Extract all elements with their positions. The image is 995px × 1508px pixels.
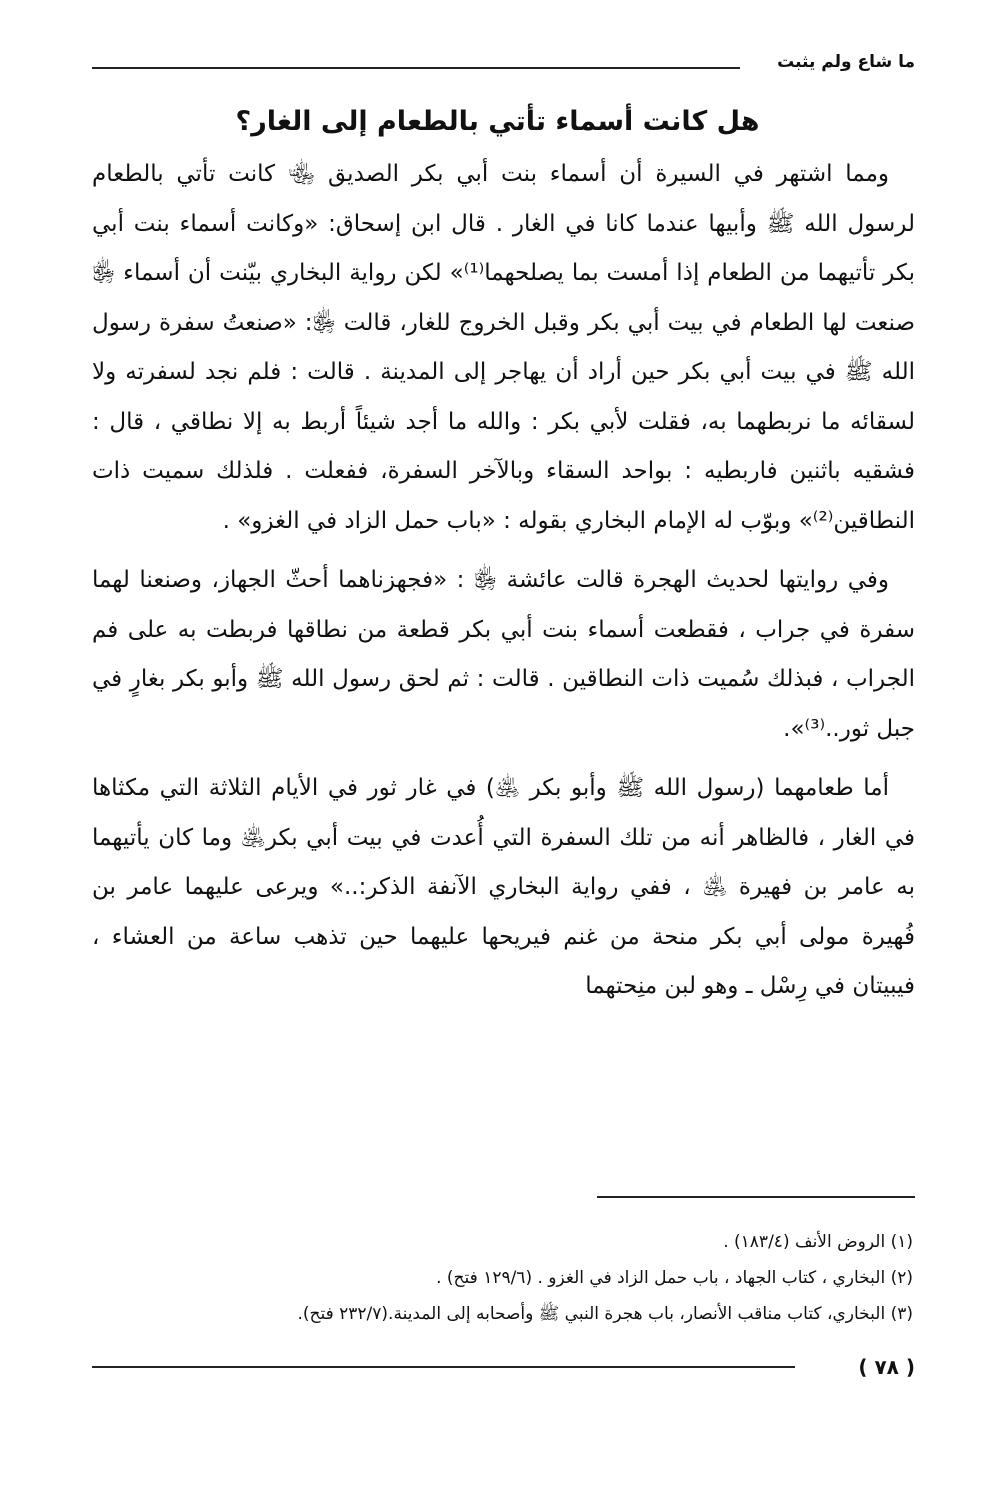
- footer-rule: [92, 1366, 795, 1368]
- paragraph-3: أما طعامهما (رسول الله ﷺ وأبو بكر ﵁) في غار ثور في الأيام الثلاثة التي مكثاها في الغار ، فالظاهر أنه من تلك السفرة التي أُعدت في بيت أبي بكر﵁ وما كان يأتيهما به عامر بن فهيرة ﵁ ، ففي رواية البخاري الآنفة الذكر:..» ويرعى عليهما عامر بن فُهيرة مولى أبي بكر منحة من غنم فيريحها عليهما حين تذهب ساعة من العشاء ، فيبيتان في رِسْل ـ وهو لبن منِحتهما: [92, 775, 915, 999]
- footnote-rule: [597, 1196, 915, 1198]
- running-title: ما شاع ولم يثبت: [777, 52, 915, 72]
- body-text: [92, 150, 915, 1022]
- paragraph-2: وفي روايتها لحديث الهجرة قالت عائشة ﵂ : «فجهزناهما أحثّ الجهاز، وصنعنا لهما سفرة في جراب ، فقطعت أسماء بنت أبي بكر قطعة من نطاقها فربطت به على فم الجراب ، فبذلك سُميت ذات النطاقين . قالت : ثم لحق رسول الله ﷺ وأبو بكر بغارٍ في جبل ثور..⁽³⁾».: [92, 567, 915, 742]
- section-heading: هل كانت أسماء تأتي بالطعام إلى الغار؟: [235, 106, 760, 137]
- page-number: ( ٧٨ ): [858, 1355, 915, 1379]
- footnote-3: (٣) البخاري، كتاب مناقب الأنصار، باب هجرة النبي ﷺ وأصحابه إلى المدينة.(٢٣٢/٧ فتح).: [297, 1304, 913, 1324]
- page-footer: [92, 1348, 915, 1388]
- running-header: [92, 52, 915, 80]
- footnote-1: (١) الروض الأنف (١٨٣/٤) .: [723, 1232, 913, 1252]
- footnote-2: (٢) البخاري ، كتاب الجهاد ، باب حمل الزاد في الغزو . (١٢٩/٦ فتح) .: [436, 1268, 913, 1288]
- footnotes: [92, 1224, 913, 1332]
- header-rule: [92, 67, 740, 69]
- paragraph-1: ومما اشتهر في السيرة أن أسماء بنت أبي بكر الصديق ﵄ كانت تأتي بالطعام لرسول الله ﷺ وأبيها عندما كانا في الغار . قال ابن إسحاق: «وكانت أسماء بنت أبي بكر تأتيهما من الطعام إذا أمست بما يصلحهما⁽¹⁾» لكن رواية البخاري بيّنت أن أسماء ﵂ صنعت لها الطعام في بيت أبي بكر وقبل الخروج للغار، قالت ﵂: «صنعتُ سفرة رسول الله ﷺ في بيت أبي بكر حين أراد أن يهاجر إلى المدينة . قالت : فلم نجد لسفرته ولا لسقائه ما نربطهما به، فقلت لأبي بكر : والله ما أجد شيئاً أربط به إلا نطاقي ، قال : فشقيه باثنين فاربطيه : بواحد السقاء وبالآخر السفرة، ففعلت . فلذلك سميت ذات النطاقين⁽²⁾» وبوّب له الإمام البخاري بقوله : «باب حمل الزاد في الغزو» .: [92, 161, 915, 534]
